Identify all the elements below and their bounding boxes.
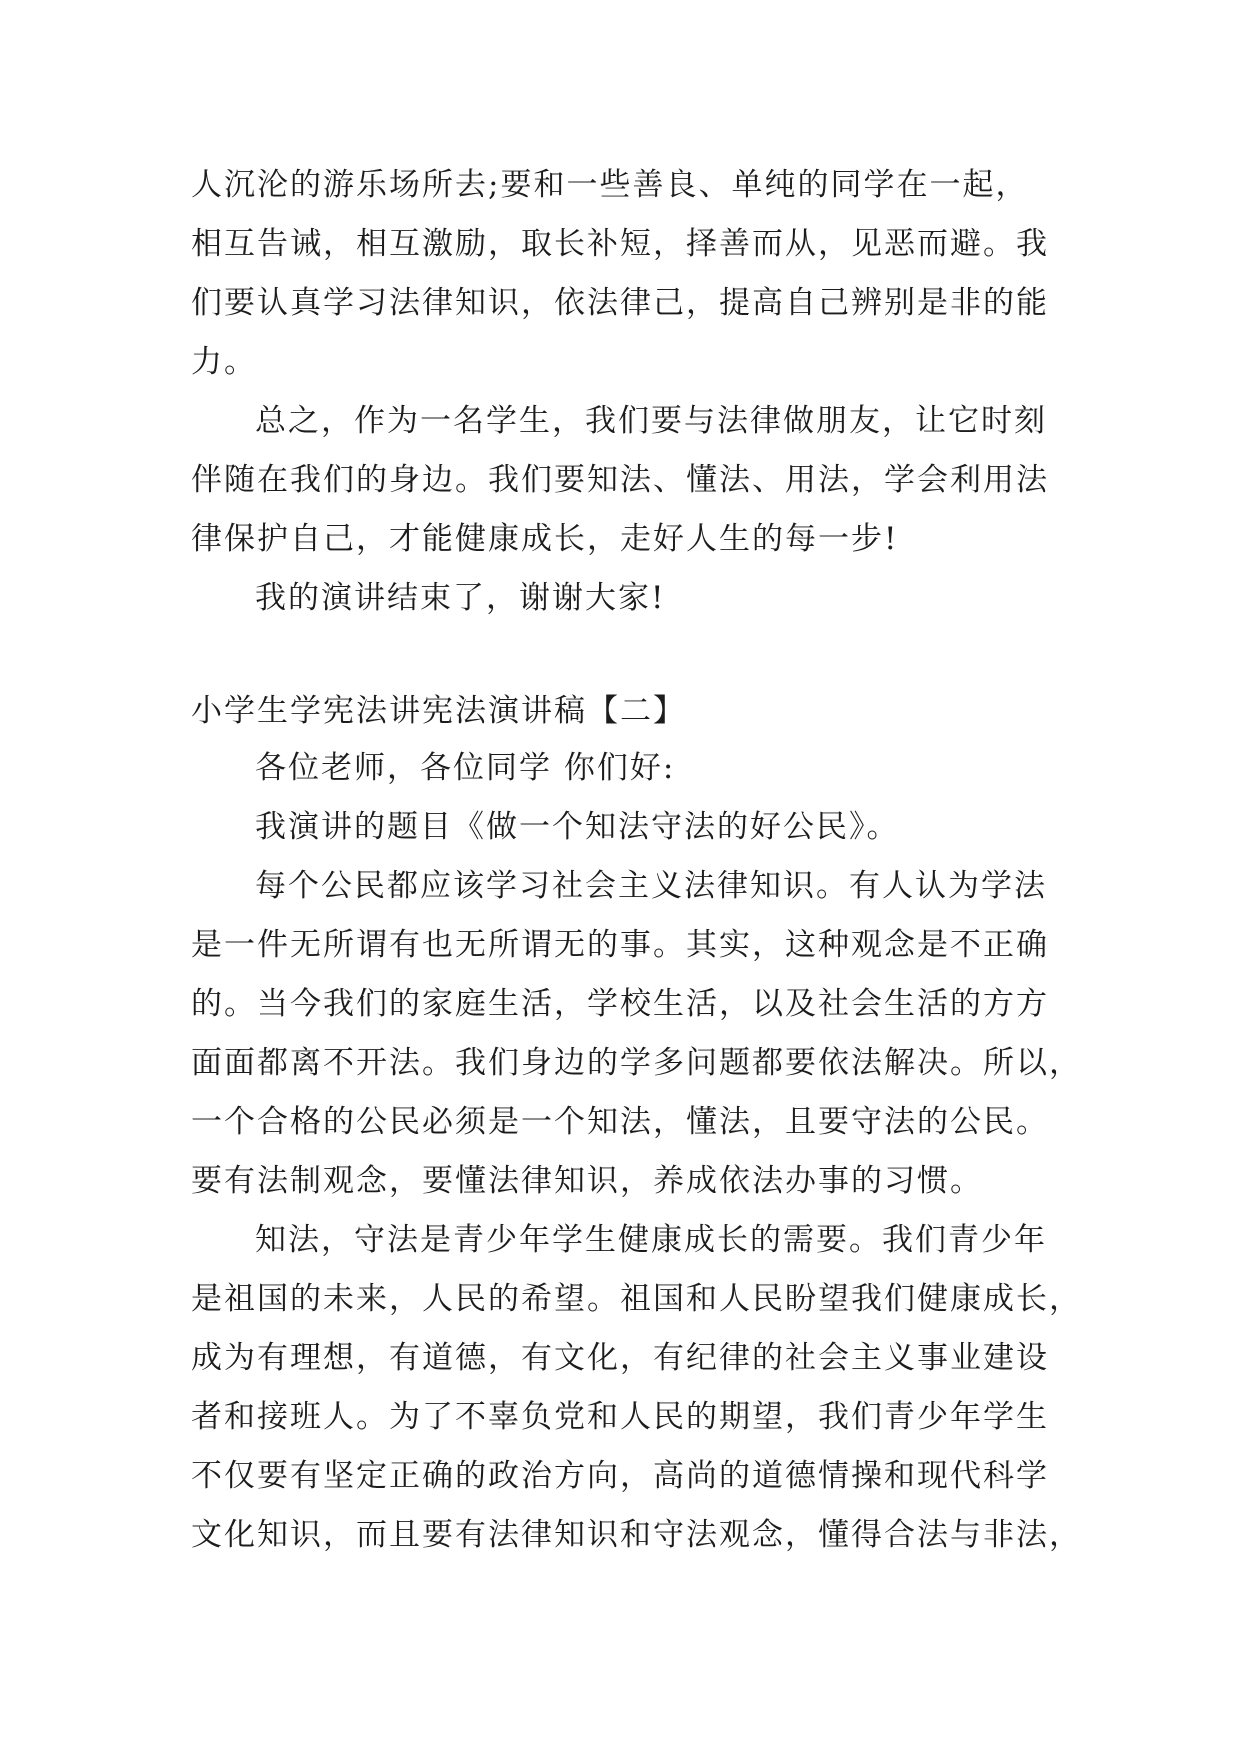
section-heading: 小学生学宪法讲宪法演讲稿【二】 [191,693,686,729]
closing-line: 我的演讲结束了，谢谢大家! [255,580,666,616]
text-line: 的。当今我们的家庭生活，学校生活，以及社会生活的方方 [191,986,1049,1022]
text-line: 者和接班人。为了不辜负党和人民的期望，我们青少年学生 [191,1399,1049,1435]
text-line: 一个合格的公民必须是一个知法，懂法，且要守法的公民。 [191,1104,1049,1140]
text-line: 是祖国的未来，人民的希望。祖国和人民盼望我们健康成长， [191,1281,1082,1317]
text-line: 律保护自己，才能健康成长，走好人生的每一步! [191,521,899,557]
text-line: 们要认真学习法律知识，依法律己，提高自己辨别是非的能 [191,285,1049,321]
speech-title-line: 我演讲的题目《做一个知法守法的好公民》。 [255,809,900,845]
paragraph-start-line: 总之，作为一名学生，我们要与法律做朋友，让它时刻 [255,403,1047,439]
paragraph-start-line: 知法，守法是青少年学生健康成长的需要。我们青少年 [255,1222,1047,1258]
text-line: 文化知识，而且要有法律知识和守法观念，懂得合法与非法， [191,1517,1082,1553]
text-line: 是一件无所谓有也无所谓无的事。其实，这种观念是不正确 [191,927,1049,963]
text-line: 不仅要有坚定正确的政治方向，高尚的道德情操和现代科学 [191,1458,1049,1494]
text-line: 面面都离不开法。我们身边的学多问题都要依法解决。所以， [191,1045,1082,1081]
text-line: 力。 [191,344,257,380]
text-line: 相互告诫，相互激励，取长补短，择善而从，见恶而避。我 [191,226,1049,262]
text-line: 成为有理想，有道德，有文化，有纪律的社会主义事业建设 [191,1340,1049,1376]
text-line: 伴随在我们的身边。我们要知法、懂法、用法，学会利用法 [191,462,1049,498]
text-line: 要有法制观念，要懂法律知识，养成依法办事的习惯。 [191,1163,983,1199]
greeting-line: 各位老师，各位同学 你们好: [255,750,676,786]
paragraph-start-line: 每个公民都应该学习社会主义法律知识。有人认为学法 [255,868,1047,904]
text-line: 人沉沦的游乐场所去;要和一些善良、单纯的同学在一起， [191,167,1029,203]
